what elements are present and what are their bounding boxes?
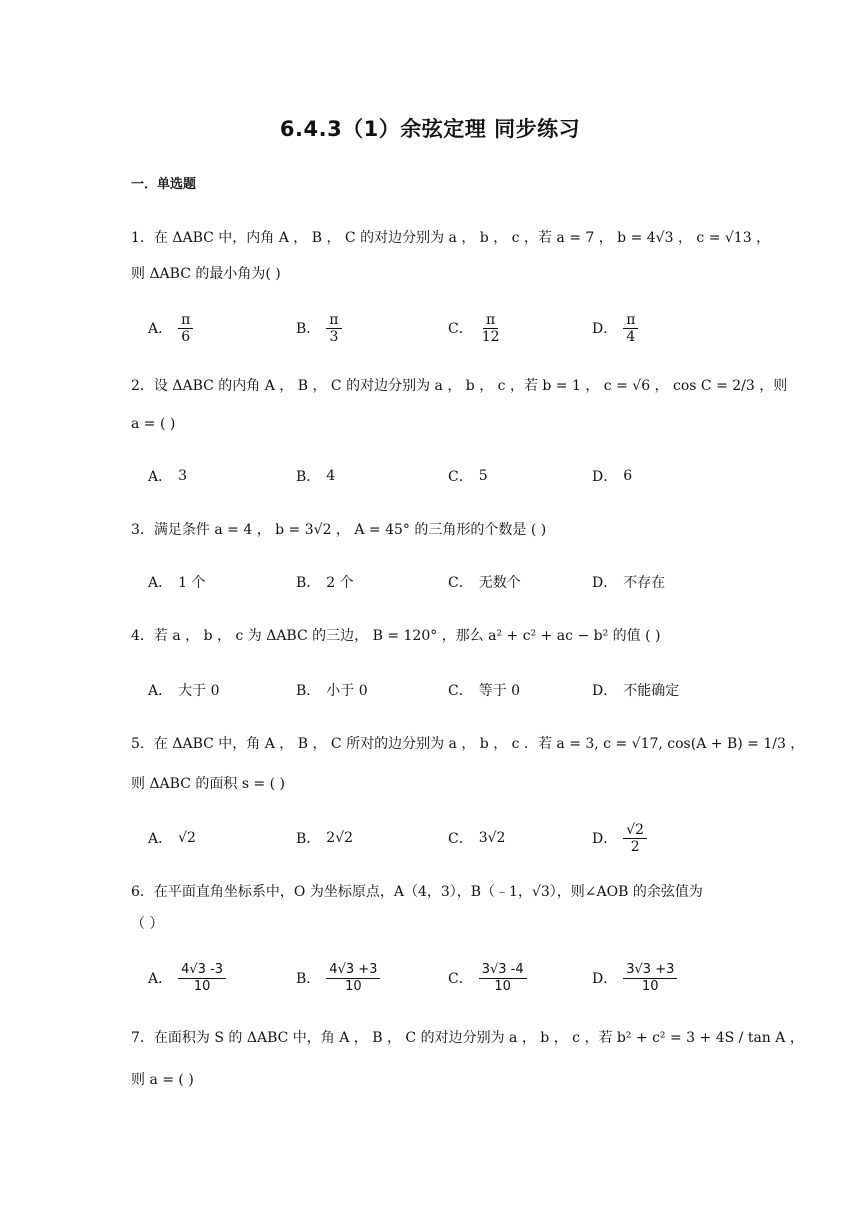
- option-d[interactable]: [592, 562, 665, 602]
- option-b[interactable]: [296, 308, 342, 348]
- denominator: 12: [481, 328, 500, 345]
- question-2-line-1: 2．设 ΔABC 的内角 A ， B ， C 的对边分别为 a ， b ， c ，若 b = 1 ， c = √6 ， cos C = 2/3 ，则: [131, 378, 788, 394]
- option-c[interactable]: [448, 958, 527, 998]
- option-label: A．: [148, 469, 173, 485]
- option-d[interactable]: [592, 670, 679, 710]
- option-label: D．: [592, 683, 618, 699]
- option-label: A．: [148, 831, 173, 847]
- question-2-options: [148, 456, 768, 496]
- option-a[interactable]: [148, 308, 193, 348]
- option-text: 小于 0: [326, 683, 368, 699]
- option-d[interactable]: [592, 308, 638, 348]
- fraction: [623, 962, 677, 995]
- numerator: 4√3 +3: [326, 962, 380, 979]
- option-a[interactable]: [148, 818, 196, 858]
- option-label: C．: [448, 575, 473, 591]
- option-d[interactable]: [592, 818, 647, 858]
- option-c[interactable]: [448, 818, 505, 858]
- option-b[interactable]: [296, 958, 380, 998]
- option-label: C．: [448, 683, 473, 699]
- option-a[interactable]: [148, 958, 226, 998]
- option-b[interactable]: [296, 818, 353, 858]
- option-c[interactable]: [448, 456, 488, 496]
- option-text: 4: [326, 468, 336, 484]
- option-label: C．: [448, 831, 473, 847]
- option-label: D．: [592, 469, 618, 485]
- option-text: 大于 0: [178, 683, 220, 699]
- option-label: B．: [296, 971, 321, 987]
- option-c[interactable]: [448, 670, 520, 710]
- numerator: 3√3 -4: [479, 962, 527, 979]
- denominator: 10: [345, 978, 362, 994]
- question-4-line-1: 4．若 a ， b ， c 为 ΔABC 的三边， B = 120° ，那么 a² + c² + ac − b² 的值 ( ): [131, 628, 661, 644]
- numerator: √2: [623, 822, 647, 839]
- option-text: 不能确定: [623, 683, 680, 699]
- fraction: [326, 962, 380, 995]
- option-label: B．: [296, 575, 321, 591]
- option-label: A．: [148, 575, 173, 591]
- option-label: B．: [296, 469, 321, 485]
- option-d[interactable]: [592, 958, 677, 998]
- question-7-line-1: 7．在面积为 S 的 ΔABC 中，角 A ， B ， C 的对边分别为 a ， b ， c ，若 b² + c² = 3 + 4S / tan A ，: [131, 1030, 804, 1046]
- option-label: D．: [592, 831, 618, 847]
- option-b[interactable]: [296, 562, 354, 602]
- fraction: [623, 312, 638, 345]
- numerator: π: [483, 312, 498, 329]
- question-5-options: [148, 818, 768, 858]
- option-label: C．: [448, 469, 473, 485]
- option-c[interactable]: [448, 308, 503, 348]
- fraction: [178, 312, 193, 345]
- numerator: π: [178, 312, 193, 329]
- option-a[interactable]: [148, 562, 205, 602]
- question-6-options: [148, 958, 768, 998]
- denominator: 10: [193, 978, 211, 994]
- question-7-line-2: 则 a = ( ): [131, 1072, 194, 1088]
- option-b[interactable]: [296, 670, 368, 710]
- denominator: 10: [642, 978, 659, 994]
- question-6-line-2: （ ）: [131, 916, 164, 932]
- question-1-line-1: 1．在 ΔABC 中，内角 A ， B ， C 的对边分别为 a ， b ， c ，若 a = 7 ， b = 4√3 ， c = √13 ，: [131, 230, 771, 246]
- question-2-line-2: a = ( ): [131, 416, 176, 432]
- option-label: A．: [148, 971, 173, 987]
- numerator: π: [623, 312, 638, 329]
- question-3-line-1: 3．满足条件 a = 4 ， b = 3√2 ， A = 45° 的三角形的个数是 ( ): [131, 522, 547, 538]
- option-label: C．: [448, 321, 473, 337]
- denominator: 6: [181, 328, 191, 345]
- option-label: B．: [296, 683, 321, 699]
- numerator: 3√3 +3: [623, 962, 677, 979]
- option-a[interactable]: [148, 670, 219, 710]
- option-text: 2 个: [326, 575, 354, 591]
- option-label: D．: [592, 321, 618, 337]
- question-6-line-1: 6．在平面直角坐标系中，O 为坐标原点，A（4，3），B（﹣1，√3），则∠AOB 的余弦值为: [131, 884, 703, 900]
- option-text: 等于 0: [478, 683, 521, 699]
- fraction: [623, 822, 647, 855]
- option-label: A．: [148, 321, 173, 337]
- denominator: 3: [329, 328, 339, 345]
- option-b[interactable]: [296, 456, 335, 496]
- option-text: 1 个: [178, 575, 206, 591]
- question-4-options: [148, 670, 768, 710]
- numerator: 4√3 -3: [178, 962, 226, 979]
- denominator: 10: [494, 978, 511, 994]
- option-text: √2: [178, 830, 196, 846]
- question-1-line-2: 则 ΔABC 的最小角为( ): [131, 266, 281, 282]
- fraction: [479, 962, 527, 995]
- option-label: D．: [592, 575, 618, 591]
- option-text: 3: [178, 468, 188, 484]
- option-label: A．: [148, 683, 173, 699]
- denominator: 4: [626, 328, 636, 345]
- numerator: π: [326, 312, 341, 329]
- section-heading: 一．单选题: [131, 177, 197, 192]
- option-label: C．: [448, 971, 473, 987]
- document-title: 6.4.3（1）余弦定理 同步练习: [279, 117, 581, 141]
- option-text: 5: [478, 468, 488, 484]
- fraction: [178, 962, 226, 995]
- question-5-line-1: 5．在 ΔABC 中，角 A ， B ， C 所对的边分别为 a ， b ， c ．若 a = 3, c = √17, cos(A + B) = 1/3 ，: [131, 736, 805, 752]
- fraction: [479, 312, 503, 345]
- option-text: 不存在: [623, 575, 666, 591]
- option-text: 无数个: [478, 575, 521, 591]
- option-text: 6: [623, 468, 633, 484]
- option-text: 2√2: [326, 830, 354, 846]
- question-5-line-2: 则 ΔABC 的面积 s = ( ): [131, 776, 286, 792]
- question-1-options: [148, 308, 768, 348]
- option-label: D．: [592, 971, 618, 987]
- option-c[interactable]: [448, 562, 521, 602]
- question-3-options: [148, 562, 768, 602]
- denominator: 2: [630, 838, 640, 855]
- option-label: B．: [296, 321, 321, 337]
- fraction: [326, 312, 341, 345]
- option-d[interactable]: [592, 456, 632, 496]
- option-label: B．: [296, 831, 321, 847]
- option-text: 3√2: [478, 830, 506, 846]
- option-a[interactable]: [148, 456, 187, 496]
